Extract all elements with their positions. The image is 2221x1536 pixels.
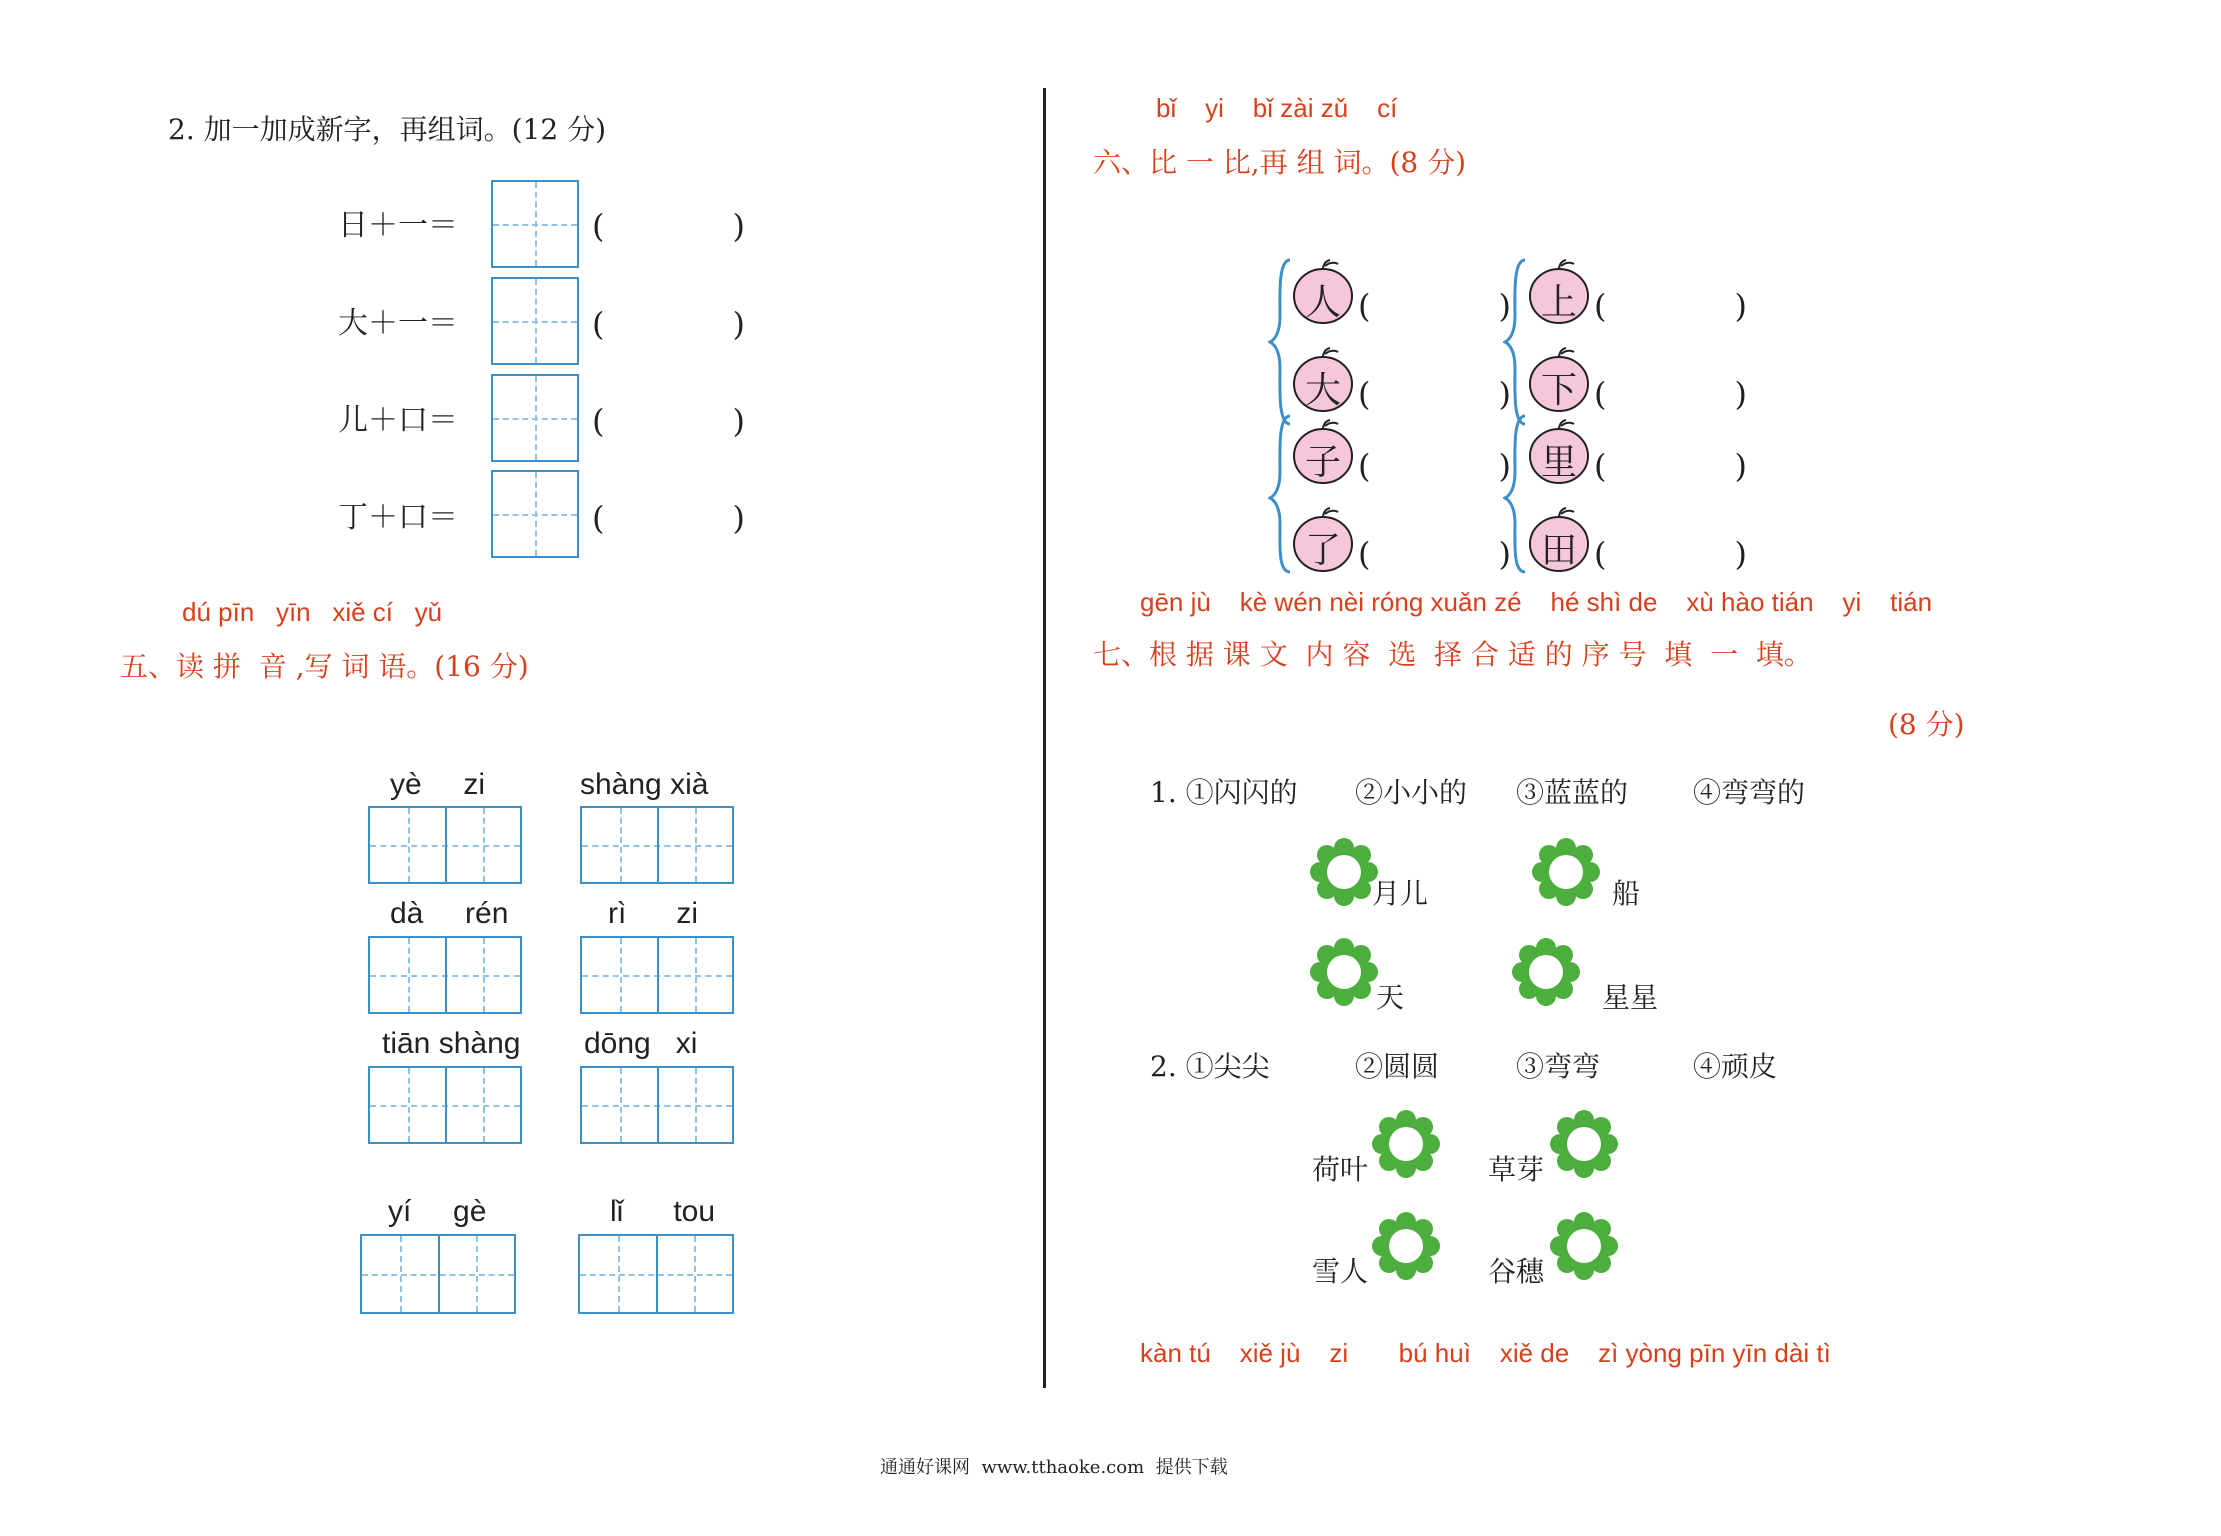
answer-paren[interactable]: ( ) <box>1594 287 1747 325</box>
answer-paren[interactable]: ( ) <box>1358 535 1511 573</box>
apple-icon <box>1528 346 1590 412</box>
section7-title: 七、根 据 课 文 内 容 选 择 合 适 的 序 号 填 一 填。 <box>1093 638 1812 671</box>
page-divider <box>1043 88 1046 1388</box>
pinyin-word: yè zi <box>390 768 486 801</box>
apple-char: 了 <box>1304 530 1341 571</box>
apple-char: 上 <box>1540 282 1577 323</box>
char-box[interactable] <box>491 180 579 268</box>
flower-icon[interactable] <box>1372 1212 1440 1280</box>
footer: 通通好课网 www.tthaoke.com 提供下载 <box>880 1457 1228 1478</box>
section6-title: 六、比 一 比,再 组 词。(8 分) <box>1093 146 1467 179</box>
formula: 日＋一＝ <box>338 208 458 243</box>
word-box[interactable] <box>580 806 734 884</box>
word-box[interactable] <box>360 1234 516 1314</box>
apple-char: 下 <box>1540 370 1577 411</box>
answer-paren[interactable]: ( ) <box>592 402 745 440</box>
word-box[interactable] <box>368 806 522 884</box>
apple-char: 子 <box>1304 442 1341 483</box>
section5-pinyin-title: dú pīn yīn xiě cí yǔ <box>182 597 443 627</box>
flower-icon[interactable] <box>1310 938 1378 1006</box>
answer-paren[interactable]: ( ) <box>1358 287 1511 325</box>
apple-icon <box>1528 258 1590 324</box>
answer-paren[interactable]: ( ) <box>592 207 745 245</box>
answer-paren[interactable]: ( ) <box>1594 535 1747 573</box>
flower-icon[interactable] <box>1512 938 1580 1006</box>
apple-icon <box>1292 506 1354 572</box>
item: 谷穗 <box>1488 1255 1545 1288</box>
section7-score: (8 分) <box>1888 708 1965 741</box>
flower-icon[interactable] <box>1310 838 1378 906</box>
item: 雪人 <box>1312 1255 1369 1288</box>
section8-pinyin-title: kàn tú xiě jù zi bú huì xiě de zì yòng pīn yīn dài tì <box>1140 1338 1831 1368</box>
apple-char: 人 <box>1304 282 1341 323</box>
item: 荷叶 <box>1312 1153 1369 1186</box>
formula: 大＋一＝ <box>338 306 458 341</box>
item: 月儿 <box>1372 877 1429 910</box>
apple-char: 大 <box>1304 370 1341 411</box>
formula: 儿＋口＝ <box>338 403 458 438</box>
section6-pinyin-title: bǐ yi bǐ zài zǔ cí <box>1156 93 1398 123</box>
answer-paren[interactable]: ( ) <box>1594 447 1747 485</box>
word-box[interactable] <box>580 1066 734 1144</box>
item: 天 <box>1376 981 1405 1014</box>
option: 1. ①闪闪的 <box>1150 776 1298 809</box>
answer-paren[interactable]: ( ) <box>592 499 745 537</box>
apple-icon <box>1292 258 1354 324</box>
char-box[interactable] <box>491 374 579 462</box>
apple-char: 里 <box>1540 442 1577 483</box>
answer-paren[interactable]: ( ) <box>1358 447 1511 485</box>
word-box[interactable] <box>368 936 522 1014</box>
pinyin-word: dà rén <box>390 897 509 930</box>
option: ③弯弯 <box>1516 1050 1601 1083</box>
pinyin-word: lǐ tou <box>610 1195 716 1228</box>
answer-paren[interactable]: ( ) <box>592 305 745 343</box>
word-box[interactable] <box>368 1066 522 1144</box>
option: ③蓝蓝的 <box>1516 776 1629 809</box>
flower-icon[interactable] <box>1372 1110 1440 1178</box>
section4-title: 2. 加一加成新字，再组词。(12 分) <box>168 113 606 146</box>
item: 草芽 <box>1488 1153 1545 1186</box>
answer-paren[interactable]: ( ) <box>1594 375 1747 413</box>
apple-icon <box>1292 346 1354 412</box>
pinyin-word: rì zi <box>608 897 698 930</box>
flower-icon[interactable] <box>1550 1212 1618 1280</box>
section5-title: 五、读 拼 音 ,写 词 语。(16 分) <box>120 650 529 683</box>
formula: 丁＋口＝ <box>338 500 458 535</box>
item: 星星 <box>1602 981 1659 1014</box>
pinyin-word: yí gè <box>388 1195 487 1228</box>
flower-icon[interactable] <box>1532 838 1600 906</box>
flower-icon[interactable] <box>1550 1110 1618 1178</box>
word-box[interactable] <box>578 1234 734 1314</box>
option: 2. ①尖尖 <box>1150 1050 1270 1083</box>
char-box[interactable] <box>491 470 579 558</box>
option: ④弯弯的 <box>1693 776 1806 809</box>
option: ④顽皮 <box>1693 1050 1778 1083</box>
option: ②圆圆 <box>1355 1050 1440 1083</box>
apple-char: 田 <box>1540 530 1577 571</box>
pinyin-word: tiān shàng <box>382 1027 521 1060</box>
item: 船 <box>1612 877 1641 910</box>
apple-icon <box>1528 506 1590 572</box>
pinyin-word: dōng xi <box>584 1027 698 1060</box>
char-box[interactable] <box>491 277 579 365</box>
section7-pinyin-title: gēn jù kè wén nèi róng xuǎn zé hé shì de xù hào tián yi tián <box>1140 587 1933 617</box>
pinyin-word: shàng xià <box>580 768 709 801</box>
apple-icon <box>1292 418 1354 484</box>
answer-paren[interactable]: ( ) <box>1358 375 1511 413</box>
word-box[interactable] <box>580 936 734 1014</box>
apple-icon <box>1528 418 1590 484</box>
option: ②小小的 <box>1355 776 1468 809</box>
